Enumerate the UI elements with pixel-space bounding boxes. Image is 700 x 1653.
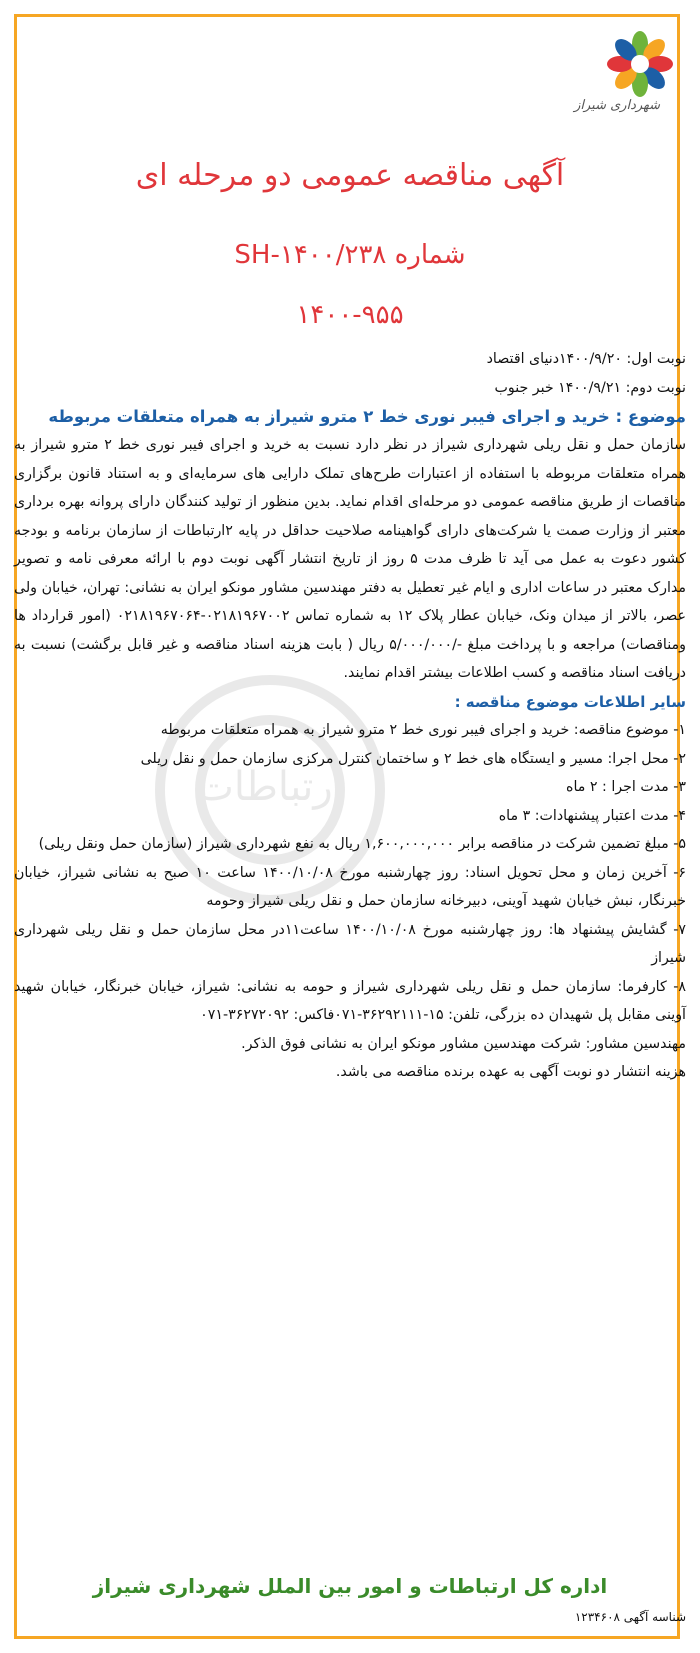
second-publication: نوبت دوم: ۱۴۰۰/۹/۲۱ خبر جنوب	[494, 379, 686, 396]
tender-number: شماره ۱۴۰۰/۲۳۸-SH	[234, 240, 466, 270]
issuer-footer: اداره کل ارتباطات و امور بین الملل شهرداری شیراز	[92, 1574, 608, 1598]
consultant-line: مهندسین مشاور: شرکت مهندسین مشاور مونکو ایران به نشانی فوق الذکر.	[241, 1035, 686, 1052]
list-item: ۸- کارفرما: سازمان حمل و نقل ریلی شهرداری شیراز و حومه به نشانی: شیراز، خیابان خبرنگار، خیابان شهید آوینی مقابل پل شهیدان ده بزرگی، تلفن: ۱۵-۳۶۲۹۲۱۱۱-۰۷۱فاکس: ۳۶۲۷۲۰۹۲-۰۷۱	[14, 978, 686, 1023]
list-item: ۴- مدت اعتبار پیشنهادات: ۳ ماه	[498, 807, 686, 824]
list-item: ۱- موضوع مناقصه: خرید و اجرای فیبر نوری خط ۲ مترو شیراز به همراه متعلقات مربوطه	[160, 722, 686, 738]
subject-heading: موضوع : خرید و اجرای فیبر نوری خط ۲ مترو شیراز به همراه متعلقات مربوطه	[48, 407, 686, 426]
notice-body	[14, 345, 686, 1087]
logo-caption: شهرداری شیراز	[574, 98, 660, 113]
tender-code: ۱۴۰۰-۹۵۵	[296, 300, 404, 330]
list-item: ۲- محل اجرا: مسیر و ایستگاه های خط ۲ و ساختمان کنترل مرکزی سازمان حمل و نقل ریلی	[140, 750, 686, 767]
first-publication: نوبت اول: ۱۴۰۰/۹/۲۰دنیای اقتصاد	[486, 351, 686, 367]
intro-paragraph: سازمان حمل و نقل ریلی شهرداری شیراز در نظر دارد نسبت به خرید و اجرای فیبر نوری خط ۲ مترو شیراز به همراه متعلقات مربوطه با استفاده از اعتبارات طرح‌های تملک دارایی های سرمایه‌ای و به استناد قانون برگزاری مناقصات از طریق مناقصه عمومی دو مرحله‌ای اقدام نماید. بدین منظور از تولید کنندگان دارای پروانه بهره برداری معتبر از وزارت صمت یا شرکت‌های دارای گواهینامه صلاحیت حداقل در پایه ۲ارتباطات از سازمان برنامه و بودجه کشور دعوت به عمل می آید تا ظرف مدت ۵ روز از تاریخ انتشار آگهی نوبت دوم با ارائه معرفی نامه و تصویر مدارک معتبر در ساعات اداری و ایام غیر تعطیل به دفتر مهندسین مشاور مونکو ایران به نشانی: تهران، خیابان ولی عصر، بالاتر از میدان ونک، خیابان عطار پلاک ۱۲ به شماره تماس ۰۲۱۸۱۹۶۷۰۰۲-۰۲۱۸۱۹۶۷۰۶۴ (امور قرارداد ها ومناقصات) مراجعه و با پرداخت مبلغ -/۵/۰۰۰/۰۰۰ ریال ( بابت هزینه اسناد مناقصه و غیر قابل برگشت) نسبت به دریافت اسناد مناقصه و کسب اطلاعات بیشتر اقدام نمایند.	[14, 437, 687, 681]
list-item: ۵- مبلغ تضمین شرکت در مناقصه برابر ۱,۶۰۰,۰۰۰,۰۰۰ ریال به نفع شهرداری شیراز (سازمان حمل ونقل ریلی)	[38, 836, 686, 852]
list-item: ۳- مدت اجرا : ۲ ماه	[566, 779, 686, 795]
fee-note: هزینه انتشار دو نوبت آگهی به عهده برنده مناقصه می باشد.	[335, 1064, 686, 1080]
other-info-heading: سایر اطلاعات موضوع مناقصه :	[454, 692, 686, 711]
tender-title: آگهی مناقصه عمومی دو مرحله ای	[135, 158, 565, 193]
list-item: ۶- آخرین زمان و محل تحویل اسناد: روز چهارشنبه مورخ ۱۴۰۰/۱۰/۰۸ ساعت ۱۰ صبح به نشانی شیراز، خیابان خبرنگار، نبش خیابان شهید آوینی، دبیرخانه سازمان حمل و نقل ریلی شیراز وحومه	[14, 864, 686, 909]
list-item: ۷- گشایش پیشنهاد ها: روز چهارشنبه مورخ ۱۴۰۰/۱۰/۰۸ ساعت۱۱در محل سازمان حمل و نقل ریلی شهرداری شیراز	[14, 921, 686, 966]
watermark-text: ارتباطات	[196, 764, 344, 810]
ad-identifier: شناسه آگهی ۱۲۳۴۶۰۸	[574, 1610, 686, 1624]
